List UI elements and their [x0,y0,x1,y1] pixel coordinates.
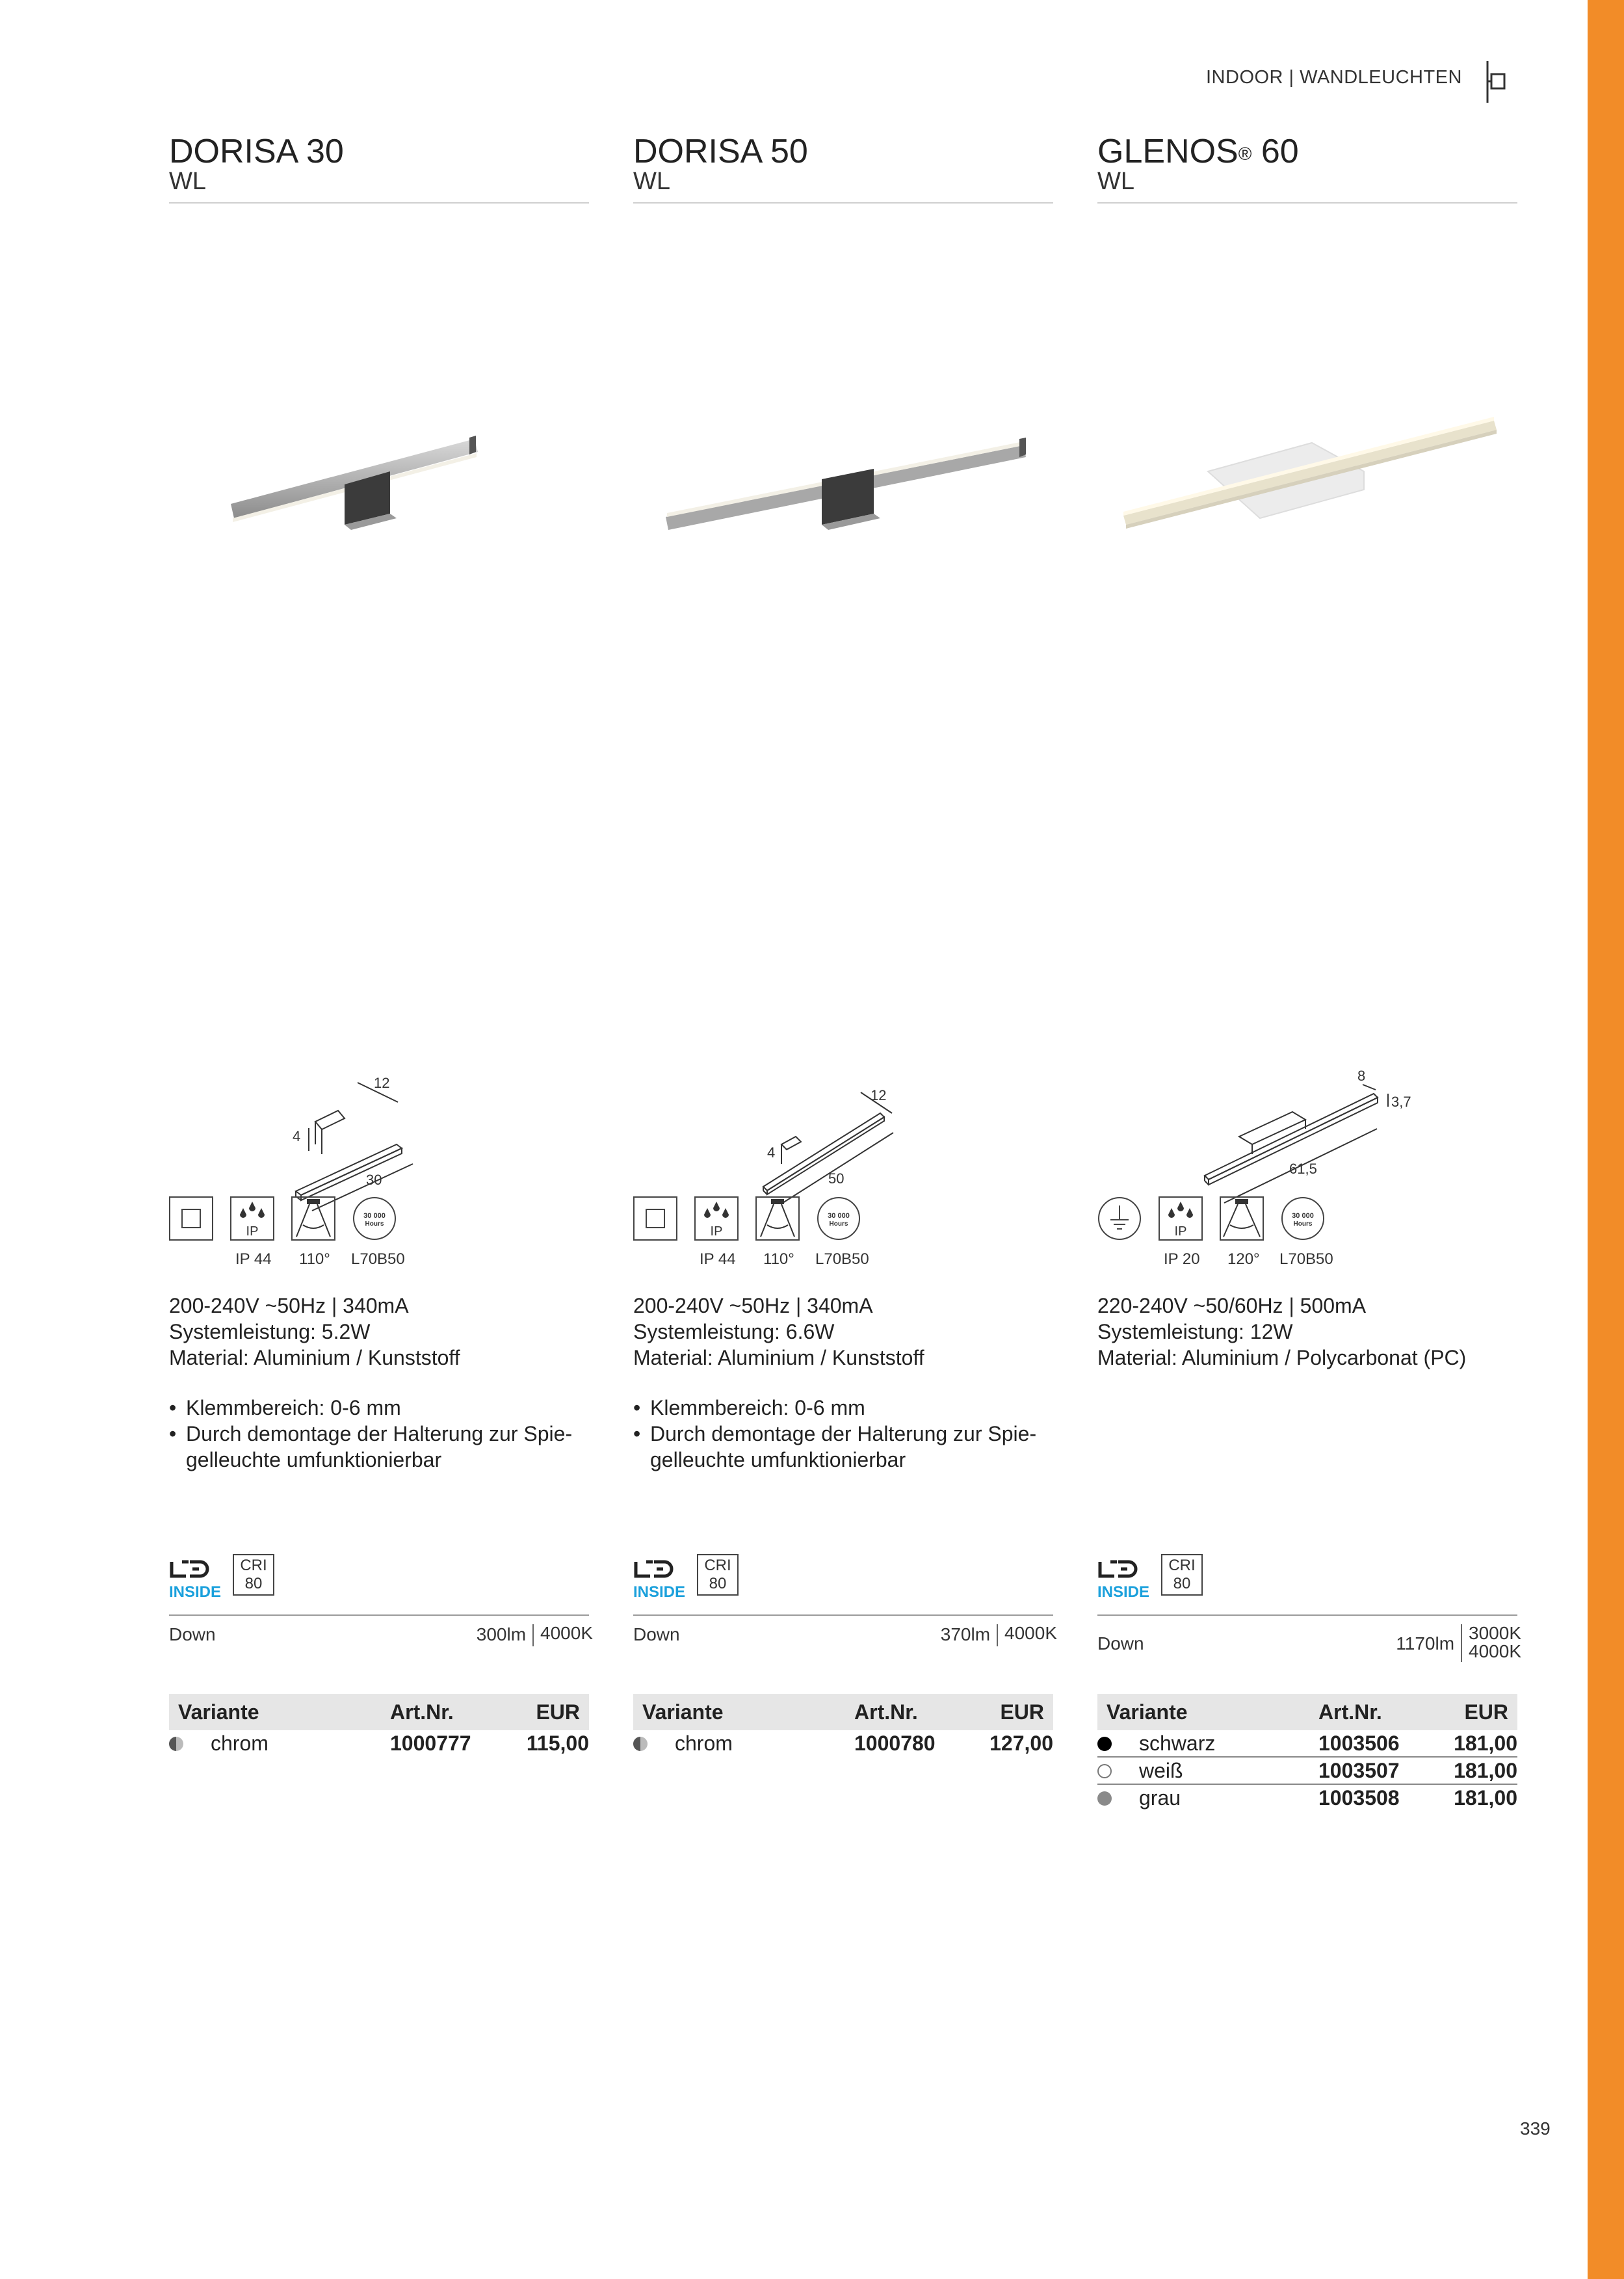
beam-angle-icon [755,1196,800,1241]
spec-material: Material: Aluminium / Polycarbonat (PC) [1097,1346,1467,1369]
product-photo [169,374,589,543]
svg-text:Hours: Hours [365,1220,384,1228]
svg-text:Hours: Hours [1293,1220,1313,1228]
product-title: DORISA 50 [633,133,808,170]
feature-list [169,1395,598,1473]
kelvin-value: 3000K 4000K [1469,1623,1521,1661]
ip-water-drops-icon [230,1196,274,1241]
table-row: weiß 1003507 181,00 [1097,1758,1517,1785]
spec-power: Systemleistung: 5.2W [169,1320,371,1343]
ip-water-drops-icon [1159,1196,1203,1241]
section-header: INDOOR | WANDLEUCHTEN [1206,67,1462,88]
icon-label-lifetime: L70B50 [351,1250,405,1268]
protection-class-ii-icon [169,1196,213,1241]
svg-text:12: 12 [374,1075,390,1091]
color-swatch-schwarz [1097,1737,1112,1751]
product-type: WL [633,168,670,195]
spec-voltage: 200-240V ~50Hz | 340mA [633,1294,873,1317]
light-divider [169,1614,589,1616]
svg-text:4: 4 [767,1144,776,1161]
svg-text:12: 12 [871,1087,887,1103]
kelvin-value: 4000K [540,1623,593,1643]
lumen-value: 300lm [476,1624,527,1644]
svg-text:8: 8 [1357,1068,1366,1084]
icon-label-angle: 110° [299,1250,330,1268]
light-divider [1097,1614,1517,1616]
ip-water-drops-icon [694,1196,739,1241]
spec-voltage: 200-240V ~50Hz | 340mA [169,1294,409,1317]
spec-material: Material: Aluminium / Kunststoff [633,1346,924,1369]
icon-label-lifetime: L70B50 [815,1250,869,1268]
kelvin-value: 4000K [1004,1623,1057,1643]
product-type: WL [1097,168,1134,195]
svg-text:30 000: 30 000 [828,1212,850,1220]
icon-label-lifetime: L70B50 [1279,1250,1333,1268]
spec-power: Systemleistung: 12W [1097,1320,1293,1343]
light-direction: Down [169,1624,216,1644]
spec-block [633,1293,924,1371]
feature-item: • Klemmbereich: 0-6 mm [633,1395,1062,1421]
color-swatch-chrom [633,1737,648,1751]
icon-label-ip: IP 44 [235,1250,272,1268]
dimension-drawing [724,930,984,1229]
svg-text:30 000: 30 000 [363,1212,386,1220]
color-swatch-grau [1097,1791,1112,1806]
variant-table [169,1694,589,1756]
product-dorisa-30 [169,133,593,1824]
feature-item: • Durch demontage der Halterung zur Spie- gelleuchte umfunktionierbar [633,1421,1062,1473]
product-title: DORISA 30 [169,133,344,170]
svg-text:Hours: Hours [829,1220,848,1228]
light-direction: Down [633,1624,680,1644]
wall-lamp-icon [1484,60,1510,104]
svg-text:IP: IP [710,1224,723,1239]
spec-material: Material: Aluminium / Kunststoff [169,1346,460,1369]
table-row: schwarz 1003506 181,00 [1097,1730,1517,1758]
table-header: Variante Art.Nr. EUR [1097,1694,1517,1730]
svg-text:30 000: 30 000 [1292,1212,1314,1220]
color-swatch-weiss [1097,1764,1112,1778]
lifetime-hours-icon [1281,1196,1325,1241]
svg-text:INSIDE: INSIDE [633,1583,686,1601]
product-title: GLENOS® 60 [1097,133,1299,170]
icon-label-angle: 110° [763,1250,794,1268]
protection-class-ii-icon [633,1196,677,1241]
svg-text:IP: IP [1174,1224,1187,1239]
feature-item: • Klemmbereich: 0-6 mm [169,1395,598,1421]
svg-text:INSIDE: INSIDE [169,1583,222,1601]
light-output [1396,1624,1521,1662]
variant-table [1097,1694,1517,1811]
product-dorisa-50 [633,133,1057,1824]
product-photo [1097,374,1517,543]
icon-label-ip: IP 20 [1164,1250,1200,1268]
title-divider [1097,202,1517,204]
svg-text:IP: IP [246,1224,259,1239]
table-row: grau 1003508 181,00 [1097,1785,1517,1811]
svg-text:50: 50 [828,1170,845,1187]
product-type: WL [169,168,206,195]
light-divider [633,1614,1053,1616]
protection-class-i-icon [1097,1196,1142,1241]
color-swatch-chrom [169,1737,183,1751]
icon-label-ip: IP 44 [700,1250,736,1268]
light-output [477,1624,593,1646]
page-number: 339 [1520,2118,1551,2139]
lifetime-hours-icon [352,1196,397,1241]
svg-text:61,5: 61,5 [1289,1161,1317,1177]
svg-text:INSIDE: INSIDE [1097,1583,1150,1601]
spec-power: Systemleistung: 6.6W [633,1320,835,1343]
cri-badge: CRI 80 [1161,1554,1203,1596]
table-row: chrom 1000777 115,00 [169,1730,589,1756]
lumen-value: 370lm [940,1624,991,1644]
table-header: Variante Art.Nr. EUR [633,1694,1053,1730]
dimension-drawing [1188,930,1448,1229]
feature-item: • Durch demontage der Halterung zur Spie- gelleuchte umfunktionierbar [169,1421,598,1473]
feature-list [633,1395,1062,1473]
dimension-drawing [260,930,520,1229]
cri-badge: CRI 80 [233,1554,274,1596]
product-photo [633,374,1053,543]
lumen-value: 1170lm [1396,1633,1455,1653]
svg-text:30: 30 [366,1172,382,1188]
lifetime-hours-icon [817,1196,861,1241]
light-direction: Down [1097,1633,1144,1653]
title-divider [633,202,1053,204]
icon-label-angle: 120° [1227,1250,1260,1268]
beam-angle-icon [291,1196,335,1241]
spec-block [1097,1293,1466,1371]
spec-block [169,1293,460,1371]
svg-text:3,7: 3,7 [1391,1094,1411,1110]
product-glenos-60 [1097,133,1521,1824]
variant-table [633,1694,1053,1756]
cri-badge: CRI 80 [697,1554,739,1596]
svg-text:4: 4 [293,1128,301,1144]
title-divider [169,202,589,204]
table-header: Variante Art.Nr. EUR [169,1694,589,1730]
orange-side-bar [1588,0,1624,2279]
spec-voltage: 220-240V ~50/60Hz | 500mA [1097,1294,1367,1317]
light-output [941,1624,1057,1646]
beam-angle-icon [1220,1196,1264,1241]
table-row: chrom 1000780 127,00 [633,1730,1053,1756]
